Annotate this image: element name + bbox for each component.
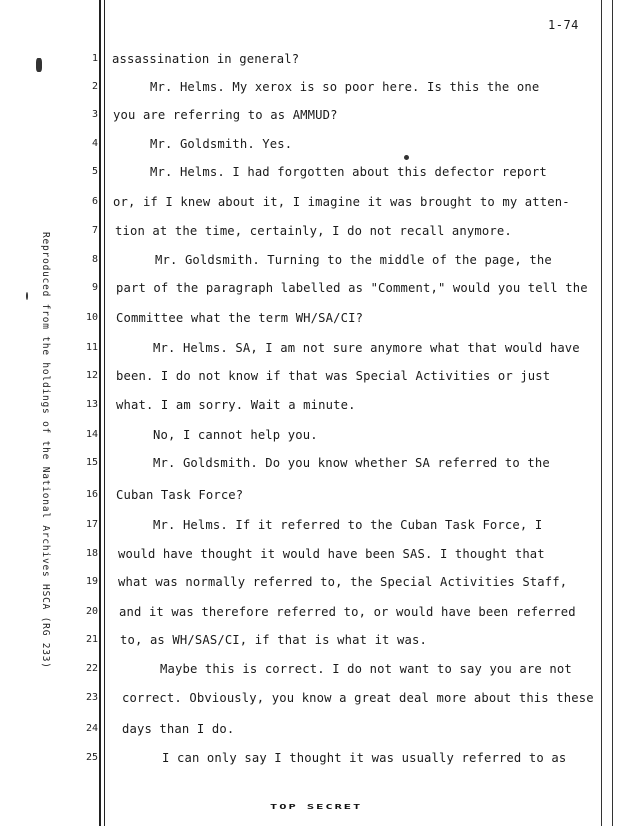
- right-margin-rule: [601, 0, 602, 826]
- classification-stamp: TOP SECRET: [270, 803, 363, 811]
- transcript-line: you are referring to as AMMUD?: [113, 108, 338, 122]
- line-number: 8: [91, 254, 98, 265]
- line-number: 15: [85, 457, 98, 468]
- transcript-line: to, as WH/SAS/CI, if that is what it was.: [120, 633, 427, 647]
- line-number: 4: [91, 138, 98, 149]
- line-number: 21: [85, 634, 98, 645]
- line-number: 14: [85, 429, 98, 440]
- transcript-line: assassination in general?: [112, 52, 300, 66]
- line-number: 6: [91, 196, 98, 207]
- line-number: 11: [85, 342, 98, 353]
- transcript-line: Mr. Helms. SA, I am not sure anymore what that would have: [153, 341, 580, 355]
- scan-speck: [404, 155, 409, 160]
- transcript-line: I can only say I thought it was usually referred to as: [162, 751, 567, 765]
- transcript-line: correct. Obviously, you know a great deal more about this these: [122, 691, 594, 705]
- line-number: 13: [85, 399, 98, 410]
- scan-speck: [36, 58, 42, 72]
- line-number: 7: [91, 225, 98, 236]
- line-number: 18: [85, 548, 98, 559]
- left-margin-rule-inner: [104, 0, 105, 826]
- line-number: 17: [85, 519, 98, 530]
- line-number: 10: [85, 312, 98, 323]
- right-margin-rule-outer: [612, 0, 613, 826]
- line-number: 24: [85, 723, 98, 734]
- page-number: 1-74: [548, 18, 579, 32]
- transcript-line: and it was therefore referred to, or would have been referred: [119, 605, 576, 619]
- transcript-line: tion at the time, certainly, I do not recall anymore.: [115, 224, 512, 238]
- line-number: 23: [85, 692, 98, 703]
- line-number: 3: [91, 109, 98, 120]
- line-number: 25: [85, 752, 98, 763]
- transcript-line: Mr. Helms. My xerox is so poor here. Is this the one: [150, 80, 540, 94]
- transcript-line: what was normally referred to, the Special Activities Staff,: [118, 575, 568, 589]
- line-number: 20: [85, 606, 98, 617]
- transcript-line: Committee what the term WH/SA/CI?: [116, 311, 364, 325]
- transcript-line: Mr. Helms. I had forgotten about this defector report: [150, 165, 547, 179]
- transcript-line: been. I do not know if that was Special Activities or just: [116, 369, 551, 383]
- scan-speck: [26, 292, 28, 300]
- transcript-line: or, if I knew about it, I imagine it was brought to my atten-: [113, 195, 570, 209]
- line-number: 1: [91, 53, 98, 64]
- transcript-line: days than I do.: [122, 722, 235, 736]
- line-number: 9: [91, 282, 98, 293]
- transcript-line: Mr. Goldsmith. Turning to the middle of the page, the: [155, 253, 552, 267]
- left-margin-rule: [99, 0, 101, 826]
- transcript-line: Cuban Task Force?: [116, 488, 244, 502]
- transcript-line: Mr. Goldsmith. Yes.: [150, 137, 293, 151]
- transcript-line: Maybe this is correct. I do not want to say you are not: [160, 662, 572, 676]
- line-number: 22: [85, 663, 98, 674]
- archives-side-stamp: Reproduced from the holdings of the National Archives HSCA (RG 233): [40, 232, 51, 669]
- line-number: 2: [91, 81, 98, 92]
- transcript-line: Mr. Goldsmith. Do you know whether SA referred to the: [153, 456, 550, 470]
- transcript-line: Mr. Helms. If it referred to the Cuban Task Force, I: [153, 518, 543, 532]
- line-number: 5: [91, 166, 98, 177]
- transcript-line: what. I am sorry. Wait a minute.: [116, 398, 356, 412]
- line-number: 19: [85, 576, 98, 587]
- transcript-line: No, I cannot help you.: [153, 428, 318, 442]
- transcript-line: part of the paragraph labelled as "Comment," would you tell the: [116, 281, 588, 295]
- line-number: 12: [85, 370, 98, 381]
- line-number: 16: [85, 489, 98, 500]
- transcript-line: would have thought it would have been SAS. I thought that: [118, 547, 545, 561]
